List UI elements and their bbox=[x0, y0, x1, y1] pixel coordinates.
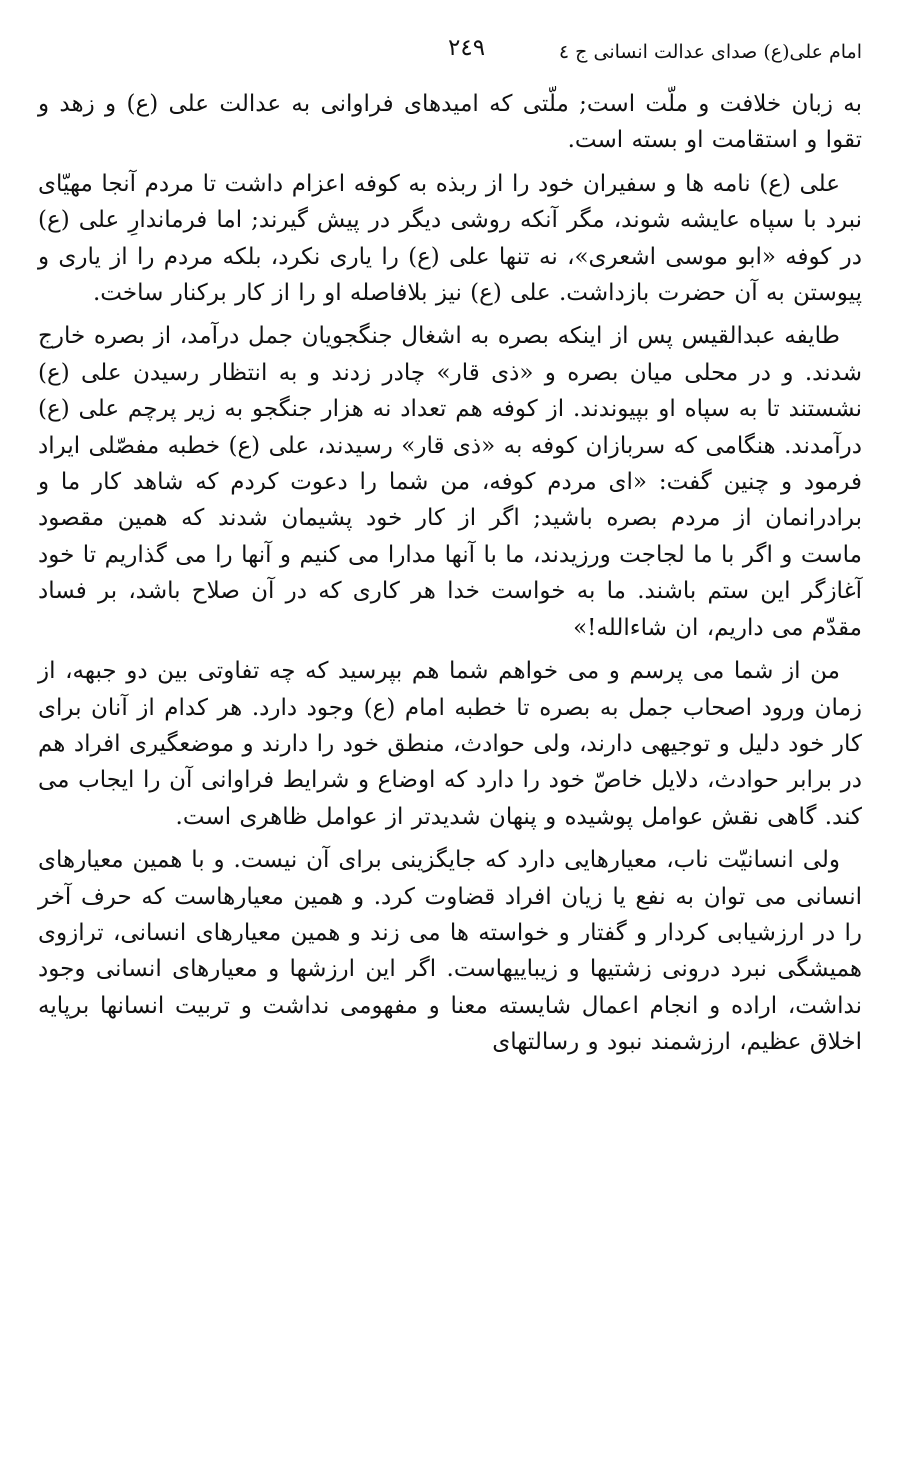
body-text bbox=[38, 86, 862, 1061]
paragraph-4: من از شما می پرسم و می خواهم شما هم بپرسید که چه تفاوتی بین دو جبهه، از زمان ورود اصحاب جمل به بصره تا خطبه امام (ع) وجود دارد. هر کدام از آنان برای کار خود دلیل و توجیهی دارند، ولی حوادث، منطق خود را دارند و موضعگیری افراد هم در برابر حوادث، دلایل خاصّ خود را دارد که اوضاع و شرایط فراوانی آن را ایجاب می کند. گاهی نقش عوامل پوشیده و پنهان شدیدتر از عوامل ظاهری است. bbox=[38, 658, 862, 830]
paragraph-2: علی (ع) نامه ها و سفیران خود را از ربذه به کوفه اعزام داشت تا مردم آنجا مهیّای نبرد با سپاه عایشه شوند، مگر آنکه روشی دیگر در پیش گیرند; اما فرماندارِ علی (ع) در کوفه «ابو موسی اشعری»، نه تنها علی (ع) را یاری نکرد، بلکه مردم را از یاری و پیوستن به آن حضرت بازداشت. علی (ع) نیز بلافاصله او را از کار برکنار ساخت. bbox=[38, 170, 863, 307]
paragraph-3: طایفه عبدالقیس پس از اینکه بصره به اشغال جنگجویان جمل درآمد، از بصره خارج شدند. و در محلی میان بصره و «ذی قار» چادر زدند و به انتظار رسیدن علی (ع) نشستند تا به سپاه او بپیوندند. از کوفه هم تعداد نه هزار جنگجو به زیر پرچم علی (ع) درآمدند. هنگامی که سربازان کوفه به «ذی قار» رسیدند، علی (ع) خطبه مفصّلی ایراد فرمود و چنین گفت: «ای مردم کوفه، من شما را دعوت کردم که شاهد کار ما و برادرانمان از مردم بصره باشید; اگر از کار خود پشیمان شدند که همین مقصود ماست و اگر با ما لجاجت ورزیدند، ما با آنها مدارا می کنیم و آنها را می گذاریم تا خود آغازگر این ستم باشند. ما به خواست خدا هر کاری که در آن صلاح باشد، بر فساد مقدّم می داریم، ان شاءالله!» bbox=[38, 323, 862, 641]
running-title: امام علی(ع) صدای عدالت انسانی ج ٤ bbox=[558, 41, 862, 63]
page-header bbox=[38, 34, 862, 78]
page-number: ٢٤٩ bbox=[448, 35, 486, 61]
paragraph-1: به زبان خلافت و ملّت است; ملّتی که امیدهای فراوانی به عدالت علی (ع) و زهد و تقوا و استقامت او بسته است. bbox=[38, 91, 862, 154]
paragraph-5: ولی انسانیّت ناب، معیارهایی دارد که جایگزینی برای آن نیست. و با همین معیارهای انسانی می توان به نفع یا زیان افراد قضاوت کرد. و همین معیارهاست که حرف آخر را در ارزشیابی کردار و گفتار و خواسته ها می زند و همین معیارهای انسانی، ترازوی همیشگی نبرد درونی زشتیها و زیباییهاست. اگر این ارزشها و معیارهای انسانی وجود نداشت، اراده و انجام اعمال شایسته معنا و مفهومی نداشت و تربیت انسانها برپایه اخلاق عظیم، ارزشمند نبود و رسالتهای bbox=[38, 847, 862, 1056]
